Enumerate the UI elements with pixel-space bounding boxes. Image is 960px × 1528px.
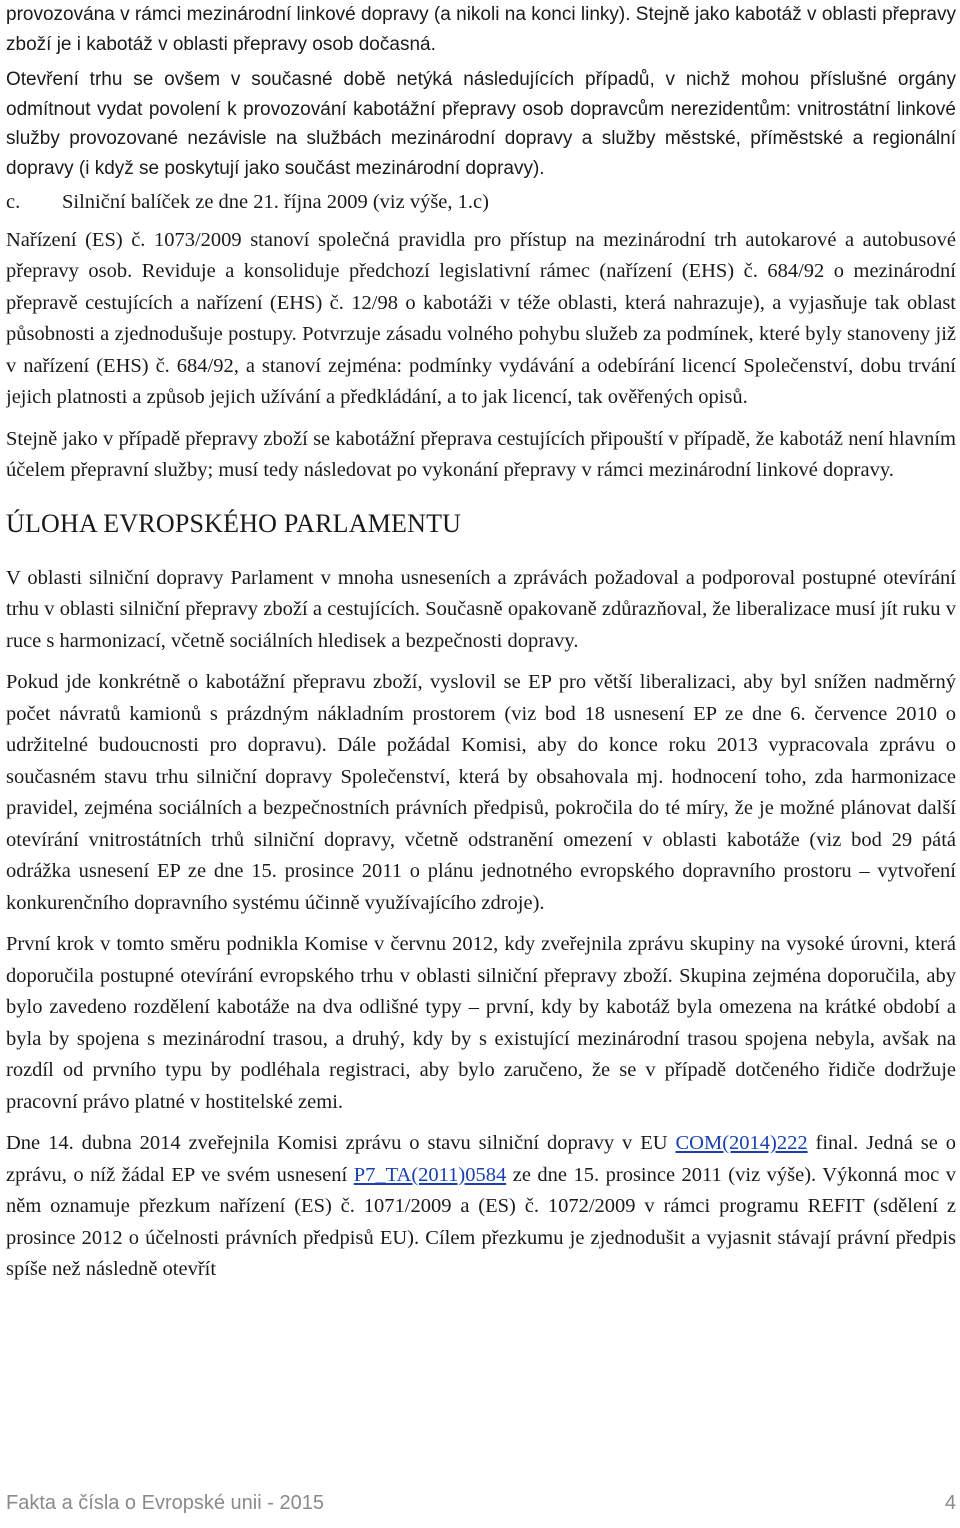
paragraph-parliament-role: V oblasti silniční dopravy Parlament v mnoha usneseních a zprávách požadoval a podporoval postupné otevírání trhu v oblasti silniční přepravy zboží a cestujících. Současně opakovaně zdůrazňoval, že liberalizace musí jít ruku v ruce s harmonizací, včetně sociálních hledisek a bezpečnosti dopravy. bbox=[6, 566, 956, 652]
report-text-a: Dne 14. dubna 2014 zveřejnila Komisi zprávu o stavu silniční dopravy v EU bbox=[6, 1132, 676, 1154]
report-text-c: ze dne 15. prosince 2011 (viz výše). Výkonná moc v něm oznamuje přezkum nařízení (ES) č. 1071/2009 a (ES) č. 1072/2009 v rámci programu REFIT (sdělení z prosince 2012 o účelnosti právních předpisů EU). Cílem přezkumu je zjednodušit a vyjasnit stávají právní předpis spíše než následně otevřít bbox=[6, 1163, 956, 1280]
paragraph-commission-report bbox=[6, 1128, 956, 1286]
link-p7-ta-2011-0584[interactable]: P7_TA(2011)0584 bbox=[353, 1163, 507, 1186]
footer-title: Fakta a čísla o Evropské unii - 2015 bbox=[6, 1491, 324, 1514]
paragraph-intro: provozována v rámci mezinárodní linkové dopravy (a nikoli na konci linky). Stejně jako kabotáž v oblasti přepravy zboží je i kabotáž v oblasti přepravy osob dočasná. bbox=[6, 4, 956, 55]
paragraph-commission-first-step: První krok v tomto směru podnikla Komise v červnu 2012, kdy zveřejnila zprávu skupiny na vysoké úrovni, která doporučila postupné otevírání evropského trhu v oblasti silniční přepravy zboží. Skupina zejména doporučila, aby bylo zavedeno rozdělení kabotáže na dva odlišné typy – první, kdy by kabotáž byla omezena na krátké období a byla by spojena s mezinárodní trasou, a druhý, kdy by s existující mezinárodní trasou spojena nebyla, avšak na rozdíl od prvního typu by podléhala registraci, aby bylo zaručeno, že se v případě dotčeného řidiče dodržuje pracovní právo platné v hostitelské zemi. bbox=[6, 933, 956, 1113]
paragraph-cabotage-goods: Pokud jde konkrétně o kabotážní přepravu zboží, vyslovil se EP pro větší liberalizaci, aby byl snížen nadměrný počet návratů kamionů s prázdným nákladním prostorem (viz bod 18 usnesení EP ze dne 6. července 2010 o udržitelné budoucnosti pro dopravu). Dále požádal Komisi, aby do konce roku 2013 vypracovala zprávu o současném stavu trhu silniční dopravy Společenství, která by obsahovala mj. hodnocení toho, zda harmonizace pravidel, zejména sociálních a bezpečnostních právních předpisů, pokročila do té míry, že je možné plánovat další otevírání vnitrostátních trhů silniční dopravy, včetně odstranění omezení v oblasti kabotáže (viz bod 29 pátá odrážka usnesení EP ze dne 15. prosince 2011 o plánu jednotného evropského dopravního prostoru – vytvoření konkurenčního dopravního systému účinně využívajícího zdroje). bbox=[6, 671, 956, 914]
report-text-b: final. Jedná se o zprávu, o níž žádal EP ve svém usnesení bbox=[6, 1132, 956, 1186]
section-c-title: Silniční balíček ze dne 21. října 2009 (viz výše, 1.c) bbox=[62, 191, 489, 213]
section-c-label: c. bbox=[6, 191, 21, 213]
section-heading-parliament: ÚLOHA EVROPSKÉHO PARLAMENTU bbox=[6, 508, 462, 538]
paragraph-market-opening: Otevření trhu se ovšem v současné době netýká následujících případů, v nichž mohou příslušné orgány odmítnout vydat povolení k provozování kabotážní přepravy osob dopravcům nerezidentům: vnitrostátní linkové služby provozované nezávisle na službách mezinárodní dopravy a služby městské, příměstské a regionální dopravy (i když se poskytují jako součást mezinárodní dopravy). bbox=[6, 69, 956, 179]
footer-page-number: 4 bbox=[944, 1491, 956, 1514]
paragraph-regulation-1073: Nařízení (ES) č. 1073/2009 stanoví společná pravidla pro přístup na mezinárodní trh autokarové a autobusové přepravy osob. Reviduje a konsoliduje předchozí legislativní rámec (nařízení (EHS) č. 684/92 o mezinárodní přepravě cestujících a nařízení (EHS) č. 12/98 o kabotáži v téže oblasti, která nahrazuje), a vyjasňuje tak oblast působnosti a zjednodušuje postupy. Potvrzuje zásadu volného pohybu služeb za podmínek, které byly stanoveny již v nařízení (EHS) č. 684/92, a stanoví zejména: podmínky vydávání a odebírání licencí Společenství, dobu trvání jejich platnosti a způsob jejich užívání a předkládání, a to jak licencí, tak ověřených opisů. bbox=[6, 228, 956, 408]
link-com-2014-222[interactable]: COM(2014)222 bbox=[675, 1132, 808, 1154]
page-footer bbox=[6, 1486, 956, 1520]
section-c-heading bbox=[6, 187, 956, 219]
paragraph-cabotage-passengers: Stejně jako v případě přepravy zboží se kabotážní přeprava cestujících připouští v případě, že kabotáž není hlavním účelem přepravní služby; musí tedy následovat po vykonání přepravy v rámci mezinárodní linkové dopravy. bbox=[6, 427, 956, 481]
document-page bbox=[6, 0, 956, 1480]
